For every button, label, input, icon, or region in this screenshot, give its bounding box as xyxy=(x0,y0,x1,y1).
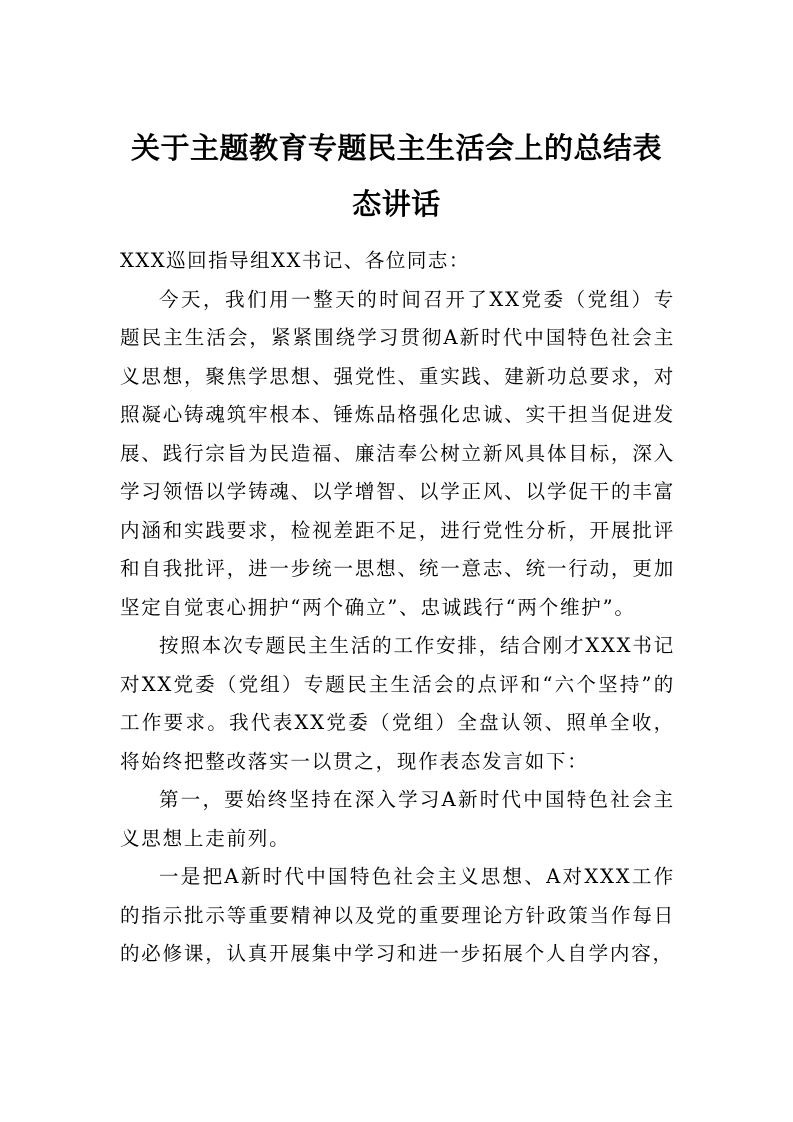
document-title xyxy=(110,120,683,232)
paragraph-3: 第一，要始终坚持在深入学习A新时代中国特色社会主义思想上走前列。 xyxy=(120,788,675,850)
paragraph-2: 按照本次专题民主生活的工作安排，结合刚才XXX书记对XX党委（党组）专题民主生活会的点评和“六个坚持”的工作要求。我代表XX党委（党组）全盘认领、照单全收，将始终把整改落实一以贯之，现作表态发言如下： xyxy=(120,634,675,773)
salutation: XXX巡回指导组XX书记、各位同志： xyxy=(120,249,470,272)
paragraph-4: 一是把A新时代中国特色社会主义思想、A对XXX工作的指示批示等重要精神以及党的重要理论方针政策当作每日的必修课，认真开展集中学习和进一步拓展个人自学内容， xyxy=(120,865,675,965)
document-body xyxy=(120,242,675,974)
title-line-1: 关于主题教育专题民主生活会上的总结表 xyxy=(130,131,662,165)
paragraph-1: 今天，我们用一整天的时间召开了XX党委（党组）专题民主生活会，紧紧围绕学习贯彻A新时代中国特色社会主义思想，聚焦学思想、强党性、重实践、建新功总要求，对照凝心铸魂筑牢根本、锤炼品格强化忠诚、实干担当促进发展、践行宗旨为民造福、廉洁奉公树立新风具体目标，深入学习领悟以学铸魂、以学增智、以学正风、以学促干的丰富内涵和实践要求，检视差距不足，进行党性分析，开展批评和自我批评，进一步统一思想、统一意志、统一行动，更加坚定自觉衷心拥护“两个确立”、忠诚践行“两个维护”。 xyxy=(120,287,675,619)
title-line-2: 态讲话 xyxy=(352,187,441,221)
